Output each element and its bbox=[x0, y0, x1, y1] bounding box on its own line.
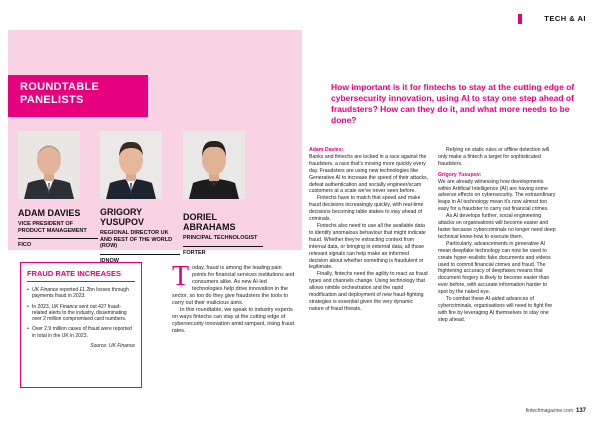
panelists-title: ROUNDTABLE PANELISTS bbox=[20, 81, 100, 106]
col2-paragraph-2: We are already witnessing how developments within Artificial Intelligence (AI) are having some adverse effects on cybersecurity. The extraordinary leaps in AI technology mean it's now almost too easy for a fraudster to carry out financial crimes. bbox=[438, 178, 556, 213]
fraud-item-1-text: reported £1.2bn losses through payments fraud in 2023. bbox=[32, 287, 129, 300]
col2-paragraph-3: As AI develops further, social engineering attacks on organisations will become easier and faster because cybercriminals no longer need deep technical know-how to execute them. bbox=[438, 213, 556, 240]
portrait-image bbox=[100, 131, 162, 199]
col2-paragraph-1: Relying on static rules or offline detection will only make a fintech a target for sophisticated fraudsters. bbox=[438, 147, 550, 167]
fraud-box-source: Source: UK Finance bbox=[90, 343, 135, 350]
fraud-item-2-pre: In 2023, bbox=[32, 303, 52, 310]
intro-paragraph-2: In this roundtable, we speak to industry experts on ways fintechs can stay at the cutting edge of cybersecurity innovation amid rampant, rising fraud rates. bbox=[172, 307, 294, 334]
fraud-box-title: FRAUD RATE INCREASES bbox=[27, 269, 135, 282]
panelist-doriel-abrahams bbox=[183, 212, 263, 256]
col1-paragraph-2: Fintechs have to match that speed and make fraud decisions increasingly quickly, with real-time decisions becoming table stakes to stay ahead of criminals. bbox=[309, 195, 424, 223]
page-footer bbox=[526, 408, 586, 414]
fraud-item-2-text: sent out 427 fraud-related alerts to the industry, disseminating over 2 million compromised card numbers. bbox=[32, 303, 127, 323]
speaker-adam-davies: Adam Davies: bbox=[309, 147, 344, 153]
panelist-photo-doriel-abrahams bbox=[183, 131, 245, 199]
panelist-name: ADAM DAVIES bbox=[18, 208, 81, 218]
fraud-item-3: • Over 2.9 million cases of fraud were reported in total in the UK in 2023. bbox=[27, 326, 135, 339]
fraud-item-1 bbox=[27, 287, 135, 300]
fraud-item-2 bbox=[27, 304, 135, 323]
section-tag: TECH & AI bbox=[544, 14, 586, 23]
fraud-rate-box bbox=[20, 262, 142, 388]
panelist-org: IDNOW bbox=[100, 254, 180, 264]
panelist-role: VICE PRESIDENT OF PRODUCT MANAGEMENT bbox=[18, 221, 87, 234]
speaker-grigory-yusupov: Grigory Yusupov: bbox=[438, 171, 482, 178]
panelist-adam-davies bbox=[18, 208, 98, 248]
portrait-image bbox=[18, 131, 80, 199]
col1-paragraph-4: Finally, fintechs need the agility to react as fraud types and channels change. Using technology that allows nimble orchestration and the rapid modification and deployment of new fraud-fighting strategies is essential given the very dynamic nature of fraud threats. bbox=[309, 271, 428, 312]
panelist-name: DORIEL ABRAHAMS bbox=[183, 212, 236, 232]
col2-paragraph-5: To combat these AI-aided advances of cybercriminals, organisations will need to fight fire with fire by leveraging AI themselves to stay one step ahead. bbox=[438, 296, 553, 323]
intro-dropcap: T bbox=[172, 261, 190, 292]
panelist-name: GRIGORY YUSUPOV bbox=[100, 207, 145, 227]
page-number: 137 bbox=[575, 408, 586, 414]
panelist-photo-adam-davies bbox=[18, 131, 80, 199]
intro-paragraph-1: oday, fraud is among the leading pain points for financial services institutions and consumers alike. As new AI-led technologies help drive innovation in the sector, so too do they give fraudsters the tools to carry out their malicious aims. bbox=[172, 265, 295, 306]
col1-paragraph-1: Banks and fintechs are locked in a race against the fraudsters, a race that's moving more quickly every day. Fraudsters are using new technologies like Generative AI to increase the speed of their attacks, defeat authentication and socially engineer/scam customers at a scale we've never seen before. bbox=[309, 153, 429, 195]
panelist-org: FICO bbox=[18, 238, 98, 248]
panelist-role: PRINCIPAL TECHNOLOGIST bbox=[183, 235, 258, 241]
answer-column-1 bbox=[309, 147, 429, 313]
panelist-photo-grigory-yusupov bbox=[100, 131, 162, 199]
portrait-image bbox=[183, 131, 245, 199]
col1-paragraph-3: Fintechs also need to use all the available data to identify anomalous behaviour that might indicate fraud. Whether they're extracting context from internal data, or bringing in external data, all those relevant signals can help make an informed decision about whether something is fraudulent or legitimate. bbox=[309, 222, 426, 271]
fraud-item-2-source: UK Finance bbox=[51, 303, 78, 310]
answer-column-2 bbox=[438, 147, 558, 324]
roundtable-question: How important is it for fintechs to stay at the cutting edge of cybersecurity innovation, using AI to stay one step ahead of fraudsters? How can they do it, and what more needs to be done? bbox=[331, 82, 575, 125]
intro-text bbox=[172, 261, 296, 335]
footer-site: fintechmagazine.com bbox=[525, 408, 573, 414]
section-tag-accent bbox=[518, 14, 522, 24]
col2-paragraph-4: Particularly, advancements in generative AI mean deepfake technology can now be used to create hyper-realistic fake documents and videos used to commit financial crimes and fraud. The frightening accuracy of deepfakes means that document forgery is likely to become easier than ever before, with accurate information harder to spot by the naked eye. bbox=[438, 240, 551, 296]
panelist-grigory-yusupov bbox=[100, 207, 180, 264]
panelist-org: FORTER bbox=[183, 246, 263, 256]
panelist-role: REGIONAL DIRECTOR UK AND REST OF THE WORLD (ROW) bbox=[100, 230, 173, 249]
fraud-item-1-source: UK Finance bbox=[32, 287, 59, 293]
